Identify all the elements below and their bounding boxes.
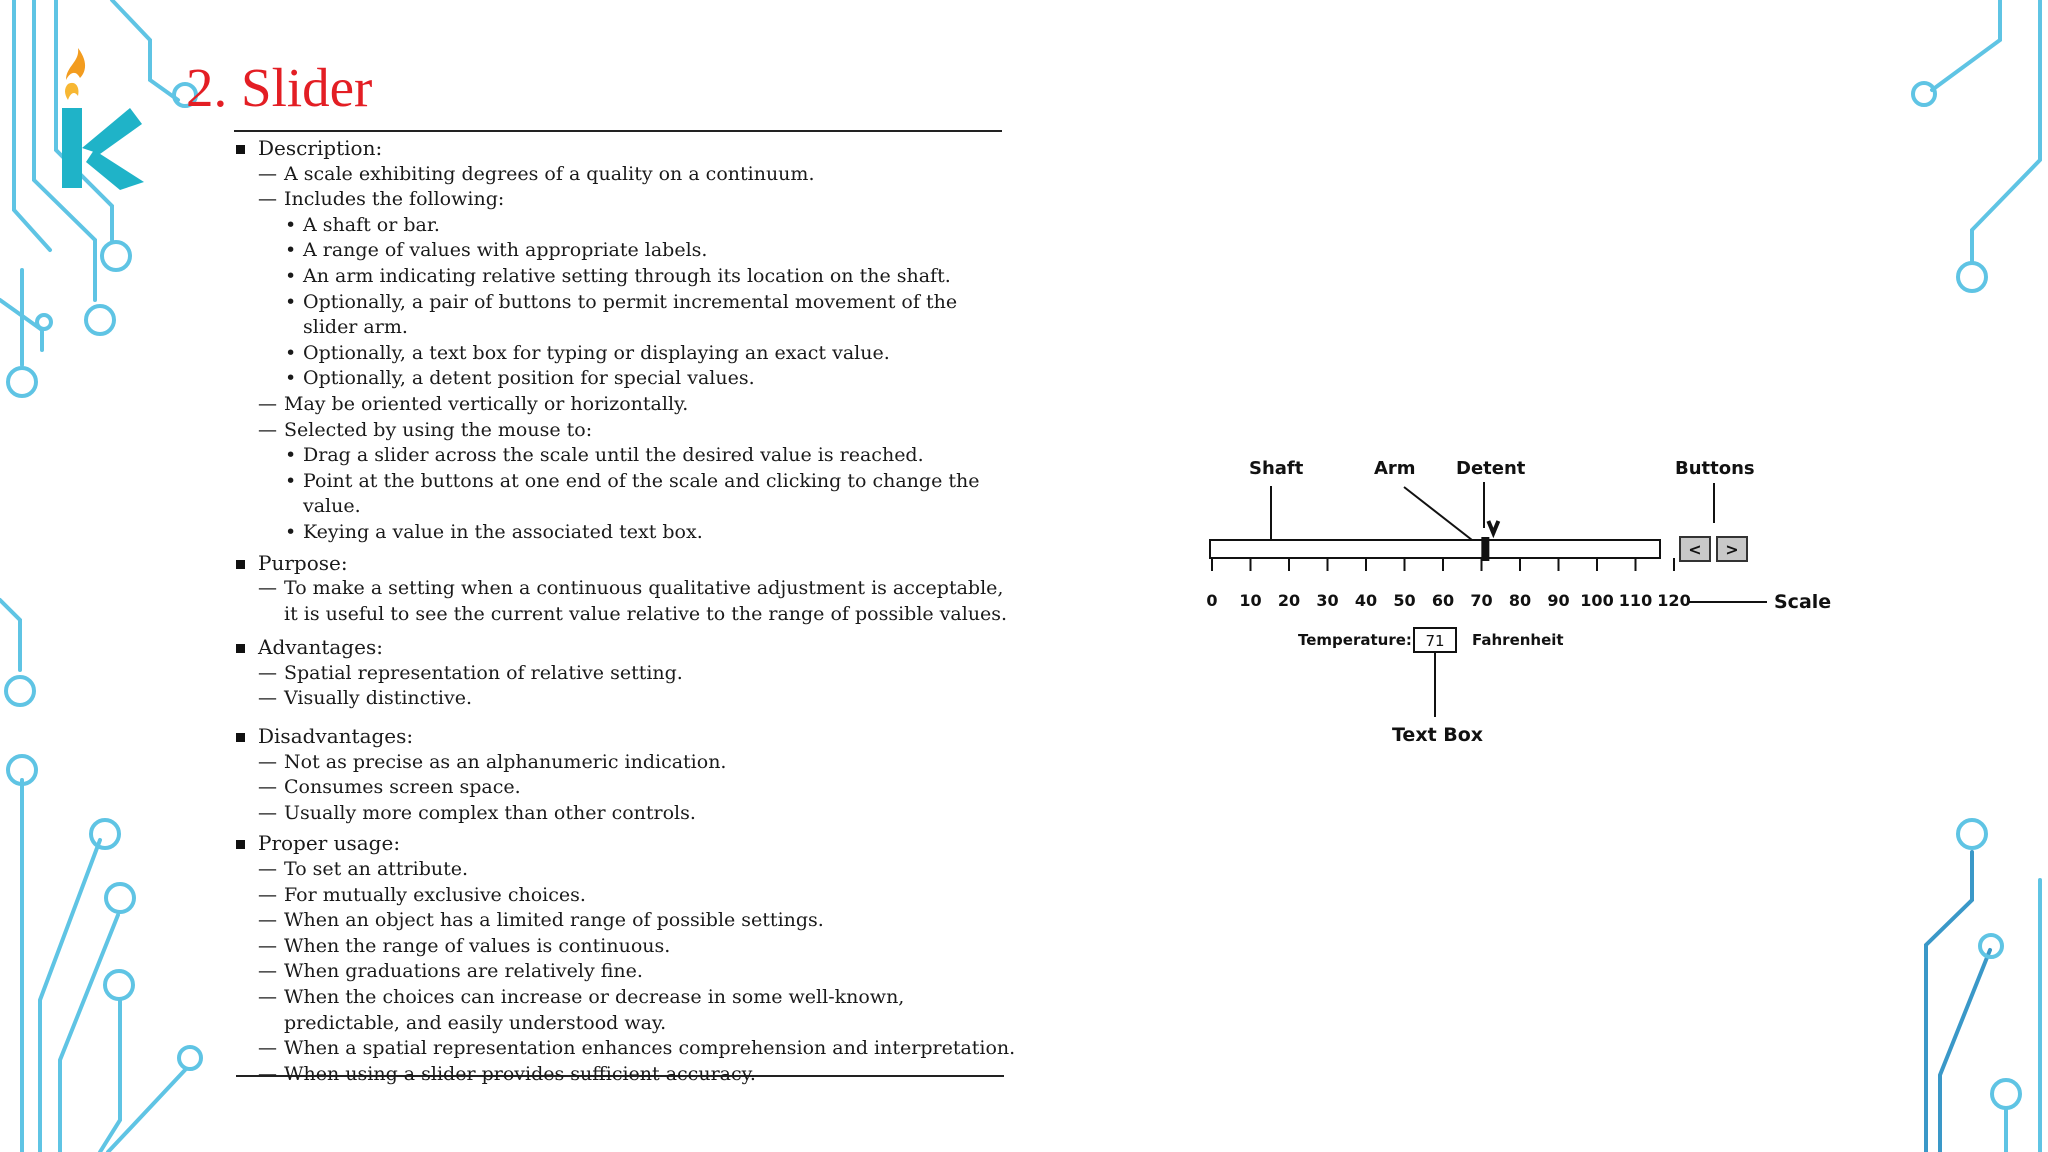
arm-label: Arm bbox=[1374, 458, 1416, 479]
scale-tick-label: 10 bbox=[1239, 591, 1262, 610]
temperature-value: 71 bbox=[1425, 632, 1445, 650]
square-bullet-icon bbox=[236, 560, 245, 569]
temperature-label: Temperature: bbox=[1298, 631, 1412, 649]
square-bullet-icon bbox=[236, 145, 245, 154]
list-item: — For mutually exclusive choices. bbox=[258, 883, 1016, 909]
sub-list-item: • A range of values with appropriate labels. bbox=[284, 238, 1016, 264]
list-item: — When using a slider provides sufficient accuracy. bbox=[258, 1062, 1016, 1088]
sub-list-item: • Drag a slider across the scale until the desired value is reached. bbox=[284, 443, 1016, 469]
section-description bbox=[236, 136, 1016, 546]
section-heading: Advantages: bbox=[258, 635, 383, 660]
list-item: — Consumes screen space. bbox=[258, 775, 1016, 801]
section-heading: Proper usage: bbox=[258, 831, 401, 856]
sub-list-item: • Optionally, a detent position for special values. bbox=[284, 366, 1016, 392]
sub-list-item: • Optionally, a text box for typing or displaying an exact value. bbox=[284, 341, 1016, 367]
slide-content bbox=[236, 136, 1016, 1087]
scale-tick-label: 20 bbox=[1277, 591, 1301, 610]
scale-tick-label: 40 bbox=[1354, 591, 1378, 610]
logo bbox=[50, 44, 150, 194]
sub-list-item: • Point at the buttons at one end of the scale and clicking to change the value. bbox=[284, 469, 1016, 520]
section-purpose bbox=[236, 551, 1016, 628]
list-item: — Visually distinctive. bbox=[258, 686, 1016, 712]
top-divider bbox=[234, 130, 1002, 132]
slider-shaft bbox=[1210, 540, 1660, 558]
sub-list-item: • Keying a value in the associated text box. bbox=[284, 520, 1016, 546]
section-heading: Purpose: bbox=[258, 550, 348, 575]
chevron-left-icon: < bbox=[1688, 540, 1702, 559]
fahrenheit-label: Fahrenheit bbox=[1472, 631, 1564, 649]
section-advantages bbox=[236, 635, 1016, 712]
list-item bbox=[258, 187, 1016, 392]
square-bullet-icon bbox=[236, 733, 245, 742]
list-item-text: Selected by using the mouse to: bbox=[284, 418, 593, 441]
section-proper-usage bbox=[236, 831, 1016, 1087]
shaft-label: Shaft bbox=[1249, 458, 1304, 479]
list-item: — When graduations are relatively fine. bbox=[258, 959, 1016, 985]
scale-tick-label: 80 bbox=[1508, 591, 1532, 610]
sub-list-item: • An arm indicating relative setting through its location on the shaft. bbox=[284, 264, 1016, 290]
list-item-text: Includes the following: bbox=[284, 188, 505, 211]
chevron-right-icon: > bbox=[1725, 540, 1739, 559]
list-item: — Spatial representation of relative setting. bbox=[258, 661, 1016, 687]
list-item: — A scale exhibiting degrees of a quality on a continuum. bbox=[258, 162, 1016, 188]
list-item: — When an object has a limited range of possible settings. bbox=[258, 908, 1016, 934]
list-item: — To set an attribute. bbox=[258, 857, 1016, 883]
sub-list-item: • A shaft or bar. bbox=[284, 213, 1016, 239]
section-disadvantages bbox=[236, 724, 1016, 826]
list-item: — To make a setting when a continuous qualitative adjustment is acceptable, it is useful to see the current value relative to the range of possible values. bbox=[258, 576, 1016, 627]
scale-tick-label: 50 bbox=[1393, 591, 1416, 610]
detent-label: Detent bbox=[1456, 458, 1526, 479]
square-bullet-icon bbox=[236, 644, 245, 653]
list-item bbox=[258, 418, 1016, 546]
scale-tick-label: 70 bbox=[1470, 591, 1493, 610]
section-heading: Description: bbox=[258, 136, 383, 160]
slider-diagram bbox=[1190, 440, 1850, 760]
scale-tick-label: 120 bbox=[1657, 591, 1691, 610]
list-item: — When the range of values is continuous. bbox=[258, 934, 1016, 960]
list-item: — May be oriented vertically or horizontally. bbox=[258, 392, 1016, 418]
page-title: 2. Slider bbox=[186, 57, 373, 118]
scale-tick-label: 110 bbox=[1618, 591, 1653, 610]
sub-list-item: • Optionally, a pair of buttons to permit incremental movement of the slider arm. bbox=[284, 290, 1016, 341]
scale-tick-label: 90 bbox=[1547, 591, 1570, 610]
square-bullet-icon bbox=[236, 840, 245, 849]
buttons-label: Buttons bbox=[1675, 458, 1755, 479]
scale-tick-label: 100 bbox=[1580, 591, 1614, 610]
list-item: — Usually more complex than other controls. bbox=[258, 801, 1016, 827]
list-item: — Not as precise as an alphanumeric indication. bbox=[258, 750, 1016, 776]
arm-leader-line bbox=[1404, 487, 1472, 540]
slider-arm bbox=[1481, 537, 1489, 561]
logo-flame-icon bbox=[66, 48, 85, 80]
scale-tick-label: 60 bbox=[1431, 591, 1455, 610]
list-item: — When the choices can increase or decrease in some well-known, predictable, and easily understood way. bbox=[258, 985, 1016, 1036]
list-item: — When a spatial representation enhances comprehension and interpretation. bbox=[258, 1036, 1016, 1062]
scale-label: Scale bbox=[1774, 591, 1832, 613]
detent-arrow-icon bbox=[1488, 521, 1498, 533]
scale-tick-label: 0 bbox=[1206, 591, 1218, 610]
text-box-label: Text Box bbox=[1392, 724, 1484, 746]
scale-tick-label: 30 bbox=[1316, 591, 1339, 610]
section-heading: Disadvantages: bbox=[258, 724, 414, 749]
